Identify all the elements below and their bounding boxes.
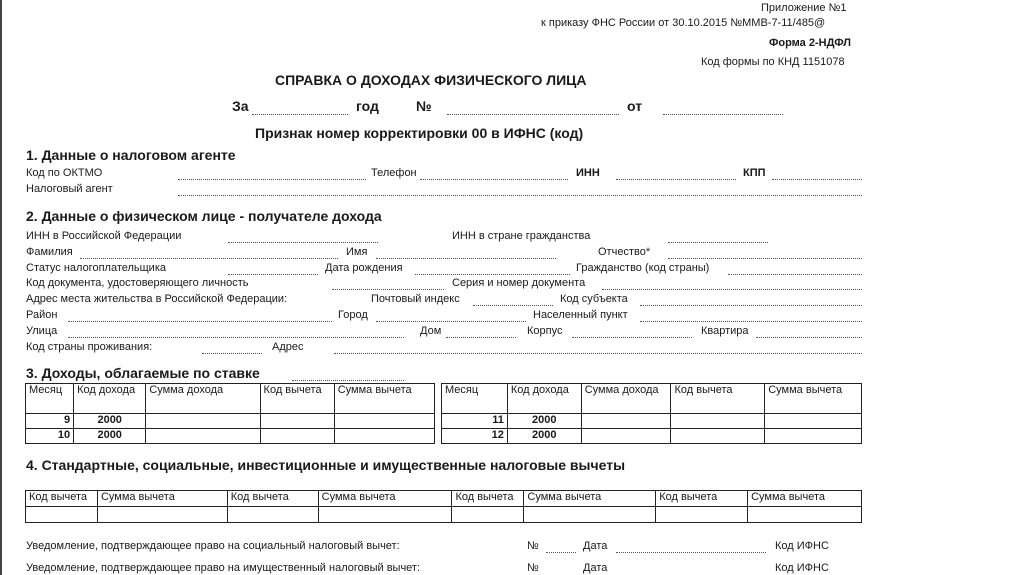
income-code-cell[interactable]: 2000 [74, 414, 146, 429]
income-code-cell[interactable]: 2000 [507, 414, 581, 429]
month-cell: 11 [442, 414, 508, 429]
header-deduction-code: Код вычета [227, 491, 318, 507]
deduction-sum-cell[interactable] [765, 429, 862, 444]
deductions-table [25, 490, 862, 523]
flat-field[interactable] [756, 337, 862, 338]
citizenship-field[interactable] [728, 274, 862, 275]
header-deduction-sum: Сумма вычета [318, 491, 452, 507]
region-code-field[interactable] [640, 305, 862, 306]
deduction-code-cell[interactable] [656, 507, 748, 523]
notice-property-number-label: № [527, 562, 539, 574]
income-code-cell[interactable]: 2000 [74, 429, 146, 444]
header-income-code: Код дохода [74, 384, 146, 414]
number-field[interactable] [447, 114, 619, 115]
country-label: Код страны проживания: [26, 341, 153, 353]
notice-property-ifns-label: Код ИФНС [775, 562, 829, 574]
deduction-sum-cell[interactable] [334, 429, 434, 444]
notice-social-label: Уведомление, подтверждающее право на социальный налоговый вычет: [26, 540, 400, 552]
form-name: Форма 2-НДФЛ [769, 37, 851, 49]
house-field[interactable] [446, 337, 516, 338]
district-label: Район [26, 309, 58, 321]
table-row [26, 507, 862, 523]
deduction-sum-cell[interactable] [334, 414, 434, 429]
section3-title: 3. Доходы, облагаемые по ставке [26, 365, 260, 381]
deduction-code-cell[interactable] [260, 429, 334, 444]
section4-title: 4. Стандартные, социальные, инвестиционные и имущественные налоговые вычеты [26, 457, 626, 473]
surname-field[interactable] [80, 258, 338, 259]
postcode-label: Почтовый индекс [371, 293, 460, 305]
birth-label: Дата рождения [325, 262, 403, 274]
city-field[interactable] [376, 321, 526, 322]
header-deduction-code: Код вычета [260, 384, 334, 414]
month-cell: 9 [26, 414, 74, 429]
doc-code-label: Код документа, удостоверяющего личность [26, 277, 249, 289]
country-field[interactable] [202, 353, 262, 354]
deduction-code-cell[interactable] [452, 507, 524, 523]
doc-series-label: Серия и номер документа [452, 277, 586, 289]
number-label: № [416, 98, 432, 114]
header-deduction-code: Код вычета [656, 491, 748, 507]
income-sum-cell[interactable] [581, 429, 671, 444]
deduction-sum-cell[interactable] [765, 414, 862, 429]
agent-field[interactable] [178, 195, 862, 196]
section1-title: 1. Данные о налоговом агенте [26, 147, 236, 163]
document-title: СПРАВКА О ДОХОДАХ ФИЗИЧЕСКОГО ЛИЦА [275, 72, 587, 88]
locality-label: Населенный пункт [533, 309, 628, 321]
name-field[interactable] [376, 258, 556, 259]
year-field[interactable] [252, 114, 348, 115]
year-prefix-label: За [232, 98, 249, 114]
appendix-label: Приложение №1 [761, 2, 847, 14]
kpp-field[interactable] [772, 179, 862, 180]
inn-citizen-field[interactable] [668, 242, 768, 243]
month-cell: 10 [26, 429, 74, 444]
street-label: Улица [26, 325, 58, 337]
tax-rate-field[interactable] [292, 380, 404, 381]
kpp-label: КПП [743, 167, 766, 179]
deduction-sum-cell[interactable] [748, 507, 862, 523]
inn-rf-field[interactable] [228, 242, 378, 243]
building-field[interactable] [572, 337, 692, 338]
notice-social-date-field[interactable] [616, 552, 766, 553]
doc-series-field[interactable] [602, 289, 862, 290]
inn-rf-label: ИНН в Российской Федерации [26, 230, 182, 242]
table-row [26, 429, 435, 444]
notice-social-number-label: № [527, 540, 539, 552]
header-income-sum: Сумма дохода [581, 384, 671, 414]
district-field[interactable] [68, 321, 332, 322]
region-code-label: Код субъекта [560, 293, 628, 305]
notice-social-number-field[interactable] [546, 552, 576, 553]
notice-social-ifns-label: Код ИФНС [775, 540, 829, 552]
deduction-sum-cell[interactable] [318, 507, 452, 523]
header-income-sum: Сумма дохода [146, 384, 260, 414]
notice-property-label: Уведомление, подтверждающее право на имущественный налоговый вычет: [26, 562, 421, 574]
header-deduction-code: Код вычета [671, 384, 765, 414]
oktmo-label: Код по ОКТМО [26, 167, 103, 179]
header-deduction-sum: Сумма вычета [97, 491, 227, 507]
header-income-code: Код дохода [507, 384, 581, 414]
notice-property-date-label: Дата [583, 562, 608, 574]
deduction-sum-cell[interactable] [97, 507, 227, 523]
patronymic-field[interactable] [668, 258, 862, 259]
header-deduction-code: Код вычета [452, 491, 524, 507]
income-sum-cell[interactable] [581, 414, 671, 429]
header-month: Месяц [26, 384, 74, 414]
date-label: от [627, 98, 643, 114]
citizenship-label: Гражданство (код страны) [576, 262, 710, 274]
page-edge [0, 0, 2, 575]
inn-label: ИНН [576, 167, 600, 179]
table-row [442, 414, 862, 429]
phone-label: Телефон [371, 167, 417, 179]
building-label: Корпус [527, 325, 563, 337]
correction-flag-label: Признак номер корректировки 00 в ИФНС (код) [255, 125, 584, 141]
deduction-code-cell[interactable] [671, 414, 765, 429]
income-code-cell[interactable]: 2000 [507, 429, 581, 444]
header-deduction-sum: Сумма вычета [748, 491, 862, 507]
header-month: Месяц [442, 384, 508, 414]
phone-field[interactable] [420, 179, 568, 180]
order-reference: к приказу ФНС России от 30.10.2015 №ММВ-7-11/485@ [541, 17, 826, 29]
city-label: Город [338, 309, 368, 321]
birth-field[interactable] [415, 274, 570, 275]
header-deduction-sum: Сумма вычета [334, 384, 434, 414]
header-deduction-sum: Сумма вычета [765, 384, 862, 414]
patronymic-label: Отчество* [598, 246, 651, 258]
address-label: Адрес [272, 341, 304, 353]
flat-label: Квартира [701, 325, 749, 337]
income-sum-cell[interactable] [146, 414, 260, 429]
deduction-code-cell[interactable] [671, 429, 765, 444]
street-field[interactable] [68, 337, 404, 338]
oktmo-field[interactable] [178, 179, 366, 180]
surname-label: Фамилия [26, 246, 73, 258]
doc-code-field[interactable] [332, 289, 444, 290]
income-sum-cell[interactable] [146, 429, 260, 444]
address-field[interactable] [334, 353, 862, 354]
deduction-sum-cell[interactable] [524, 507, 656, 523]
name-label: Имя [346, 246, 368, 258]
section2-title: 2. Данные о физическом лице - получателе дохода [26, 208, 382, 224]
status-label: Статус налогоплательщика [26, 262, 167, 274]
status-field[interactable] [228, 274, 318, 275]
year-label: год [356, 98, 379, 114]
table-row [26, 414, 435, 429]
deduction-code-cell[interactable] [26, 507, 98, 523]
knd-code: Код формы по КНД 1151078 [701, 56, 845, 68]
inn-citizen-label: ИНН в стране гражданства [452, 230, 591, 242]
income-table-right [441, 383, 862, 444]
deduction-code-cell[interactable] [260, 414, 334, 429]
address-rf-label: Адрес места жительства в Российской Федерации: [26, 293, 288, 305]
income-table-left [25, 383, 435, 444]
header-deduction-code: Код вычета [26, 491, 98, 507]
header-deduction-sum: Сумма вычета [524, 491, 656, 507]
agent-label: Налоговый агент [26, 183, 113, 195]
locality-field[interactable] [640, 321, 862, 322]
date-field[interactable] [663, 114, 783, 115]
house-label: Дом [420, 325, 442, 337]
postcode-field[interactable] [473, 305, 553, 306]
table-row [442, 429, 862, 444]
notice-social-date-label: Дата [583, 540, 608, 552]
inn-field[interactable] [616, 179, 736, 180]
month-cell: 12 [442, 429, 508, 444]
deduction-code-cell[interactable] [227, 507, 318, 523]
